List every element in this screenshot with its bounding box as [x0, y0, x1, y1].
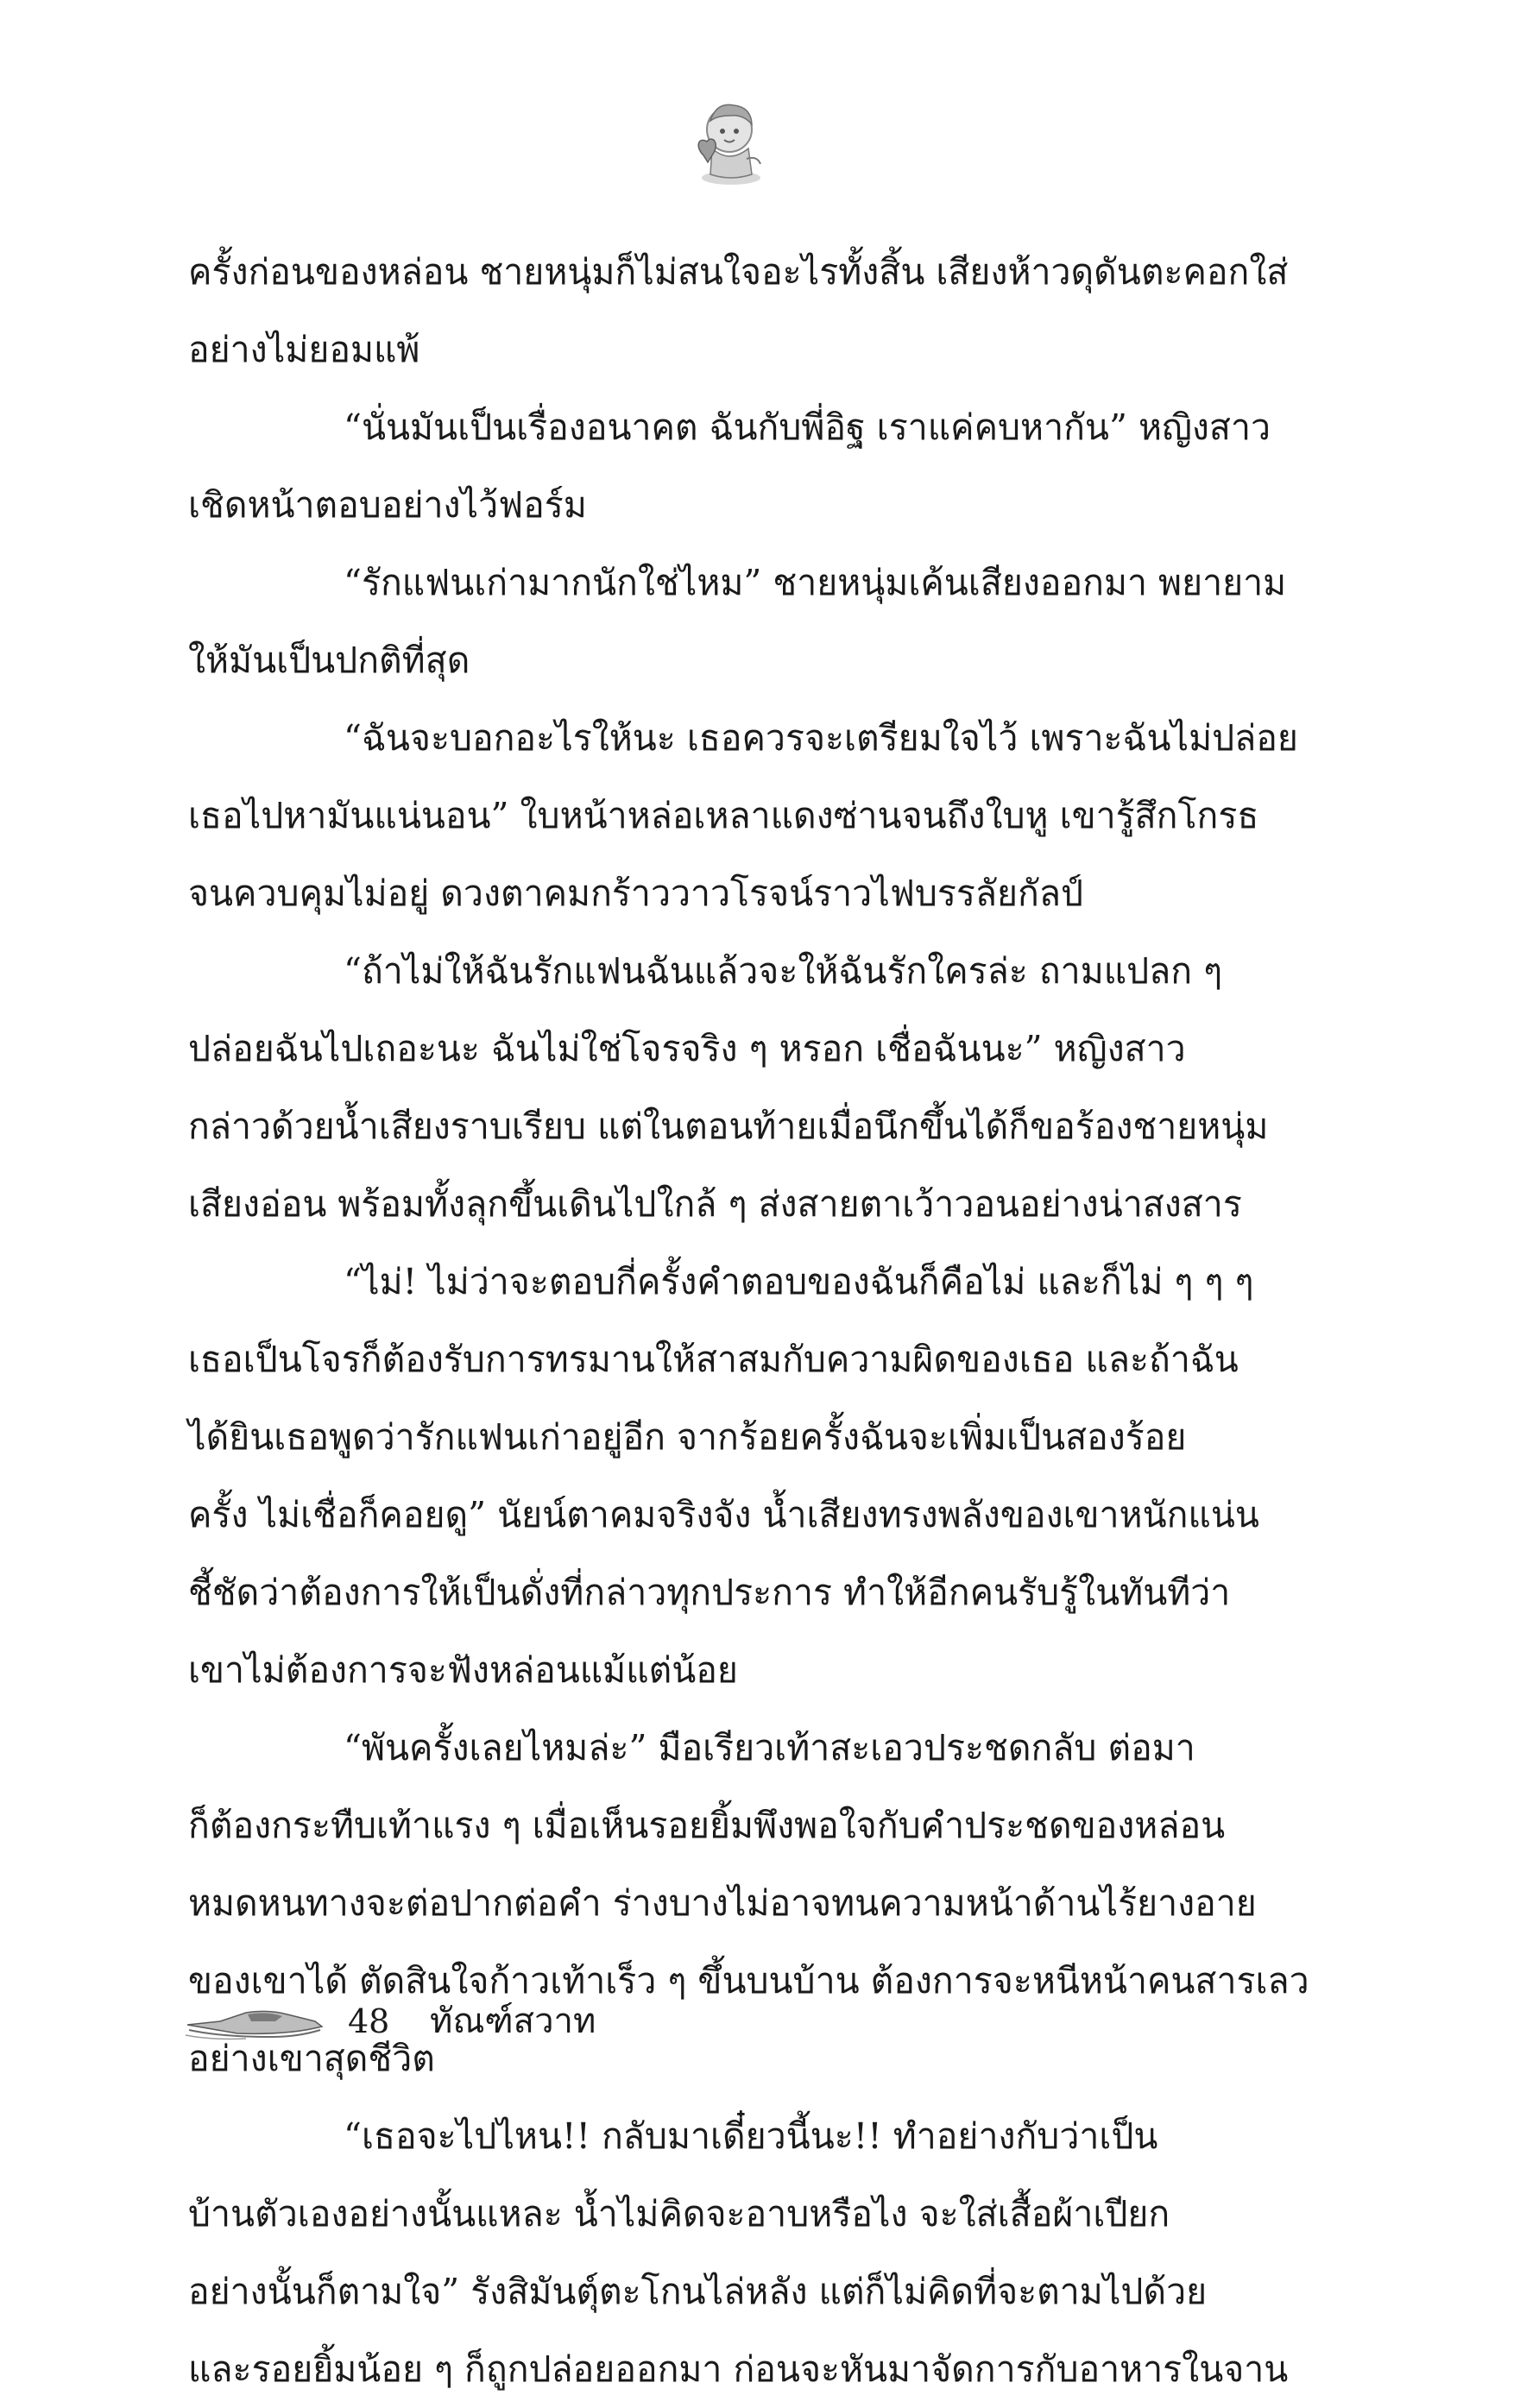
text-line: “รักแฟนเก่ามากนักใช่ไหม” ชายหนุ่มเค้นเสียงออกมา พยายาม: [344, 562, 1287, 603]
text-line: บ้านตัวเองอย่างนั้นแหละ น้ำไม่คิดจะอาบหรือไง จะใส่เสื้อผ้าเปียก: [188, 2193, 1170, 2235]
text-line: เสียงอ่อน พร้อมทั้งลุกขึ้นเดินไปใกล้ ๆ ส่งสายตาเว้าวอนอย่างน่าสงสาร: [188, 1183, 1242, 1225]
text-line: กล่าวด้วยน้ำเสียงราบเรียบ แต่ในตอนท้ายเมื่อนึกขึ้นได้ก็ขอร้องชายหนุ่ม: [188, 1106, 1269, 1147]
text-line: เชิดหน้าตอบอย่างไว้ฟอร์ม: [188, 484, 587, 526]
book-title: ทัณฑ์สวาท: [430, 2001, 596, 2041]
page-footer: [186, 1995, 703, 2047]
text-line: ได้ยินเธอพูดว่ารักแฟนเก่าอยู่อีก จากร้อยครั้งฉันจะเพิ่มเป็นสองร้อย: [188, 1416, 1187, 1458]
text-line: และรอยยิ้มน้อย ๆ ก็ถูกปล่อยออกมา ก่อนจะหันมาจัดการกับอาหารในจาน: [188, 2348, 1289, 2390]
text-line: ให้มันเป็นปกติที่สุด: [188, 640, 470, 681]
text-line: เธอไปหามันแน่นอน” ใบหน้าหล่อเหลาแดงซ่านจนถึงใบหู เขารู้สึกโกรธ: [188, 795, 1259, 836]
body-text: [188, 233, 1321, 2408]
page-number: 48: [348, 2002, 390, 2040]
text-line: ปล่อยฉันไปเถอะนะ ฉันไม่ใช่โจรจริง ๆ หรอก เชื่อฉันนะ” หญิงสาว: [188, 1028, 1186, 1069]
text-line: อย่างไม่ยอมแพ้: [188, 329, 420, 370]
text-line: อย่างนั้นก็ตามใจ” รังสิมันตุ์ตะโกนไล่หลัง แต่ก็ไม่คิดที่จะตามไปด้วย: [188, 2271, 1208, 2312]
text-line: อย่างเขาสุดชีวิต: [188, 2038, 435, 2079]
text-line: จนควบคุมไม่อยู่ ดวงตาคมกร้าววาวโรจน์ราวไฟบรรลัยกัลป์: [188, 873, 1084, 914]
text-line: “ไม่! ไม่ว่าจะตอบกี่ครั้งคำตอบของฉันก็คือไม่ และก็ไม่ ๆ ๆ ๆ: [344, 1261, 1254, 1302]
text-line: “ฉันจะบอกอะไรให้นะ เธอควรจะเตรียมใจไว้ เพราะฉันไม่ปล่อย: [344, 717, 1298, 759]
text-line: “นั่นมันเป็นเรื่องอนาคต ฉันกับพี่อิฐ เราแค่คบหากัน” หญิงสาว: [344, 407, 1271, 448]
text-line: “เธอจะไปไหน!! กลับมาเดี๋ยวนี้นะ!! ทำอย่างกับว่าเป็น: [344, 2115, 1158, 2157]
text-line: ครั้ง ไม่เชื่อก็คอยดู” นัยน์ตาคมจริงจัง น้ำเสียงทรงพลังของเขาหนักแน่น: [188, 1494, 1259, 1535]
text-line: เขาไม่ต้องการจะฟังหล่อนแม้แต่น้อย: [188, 1649, 738, 1691]
text-line: “ถ้าไม่ให้ฉันรักแฟนฉันแล้วจะให้ฉันรักใครล่ะ ถามแปลก ๆ: [344, 950, 1223, 992]
text-line: ชี้ชัดว่าต้องการให้เป็นดั่งที่กล่าวทุกประการ ทำให้อีกคนรับรู้ในทันทีว่า: [188, 1572, 1231, 1613]
cartoon-child-holding-heart-icon: [686, 95, 773, 190]
text-line: ครั้งก่อนของหล่อน ชายหนุ่มก็ไม่สนใจอะไรทั้งสิ้น เสียงห้าวดุดันตะคอกใส่: [188, 251, 1289, 293]
text-line: ของเขาได้ ตัดสินใจก้าวเท้าเร็ว ๆ ขึ้นบนบ้าน ต้องการจะหนีหน้าคนสารเลว: [188, 1960, 1309, 2001]
text-line: ก็ต้องกระทืบเท้าแรง ๆ เมื่อเห็นรอยยิ้มพึงพอใจกับคำประชดของหล่อน: [188, 1805, 1226, 1846]
text-line: “พันครั้งเลยไหมล่ะ” มือเรียวเท้าสะเอวประชดกลับ ต่อมา: [344, 1727, 1195, 1768]
text-line: เธอเป็นโจรก็ต้องรับการทรมานให้สาสมกับความผิดของเธอ และถ้าฉัน: [188, 1339, 1239, 1380]
text-line: หมดหนทางจะต่อปากต่อคำ ร่างบางไม่อาจทนความหน้าด้านไร้ยางอาย: [188, 1882, 1257, 1924]
speedboat-icon: [186, 2002, 324, 2040]
